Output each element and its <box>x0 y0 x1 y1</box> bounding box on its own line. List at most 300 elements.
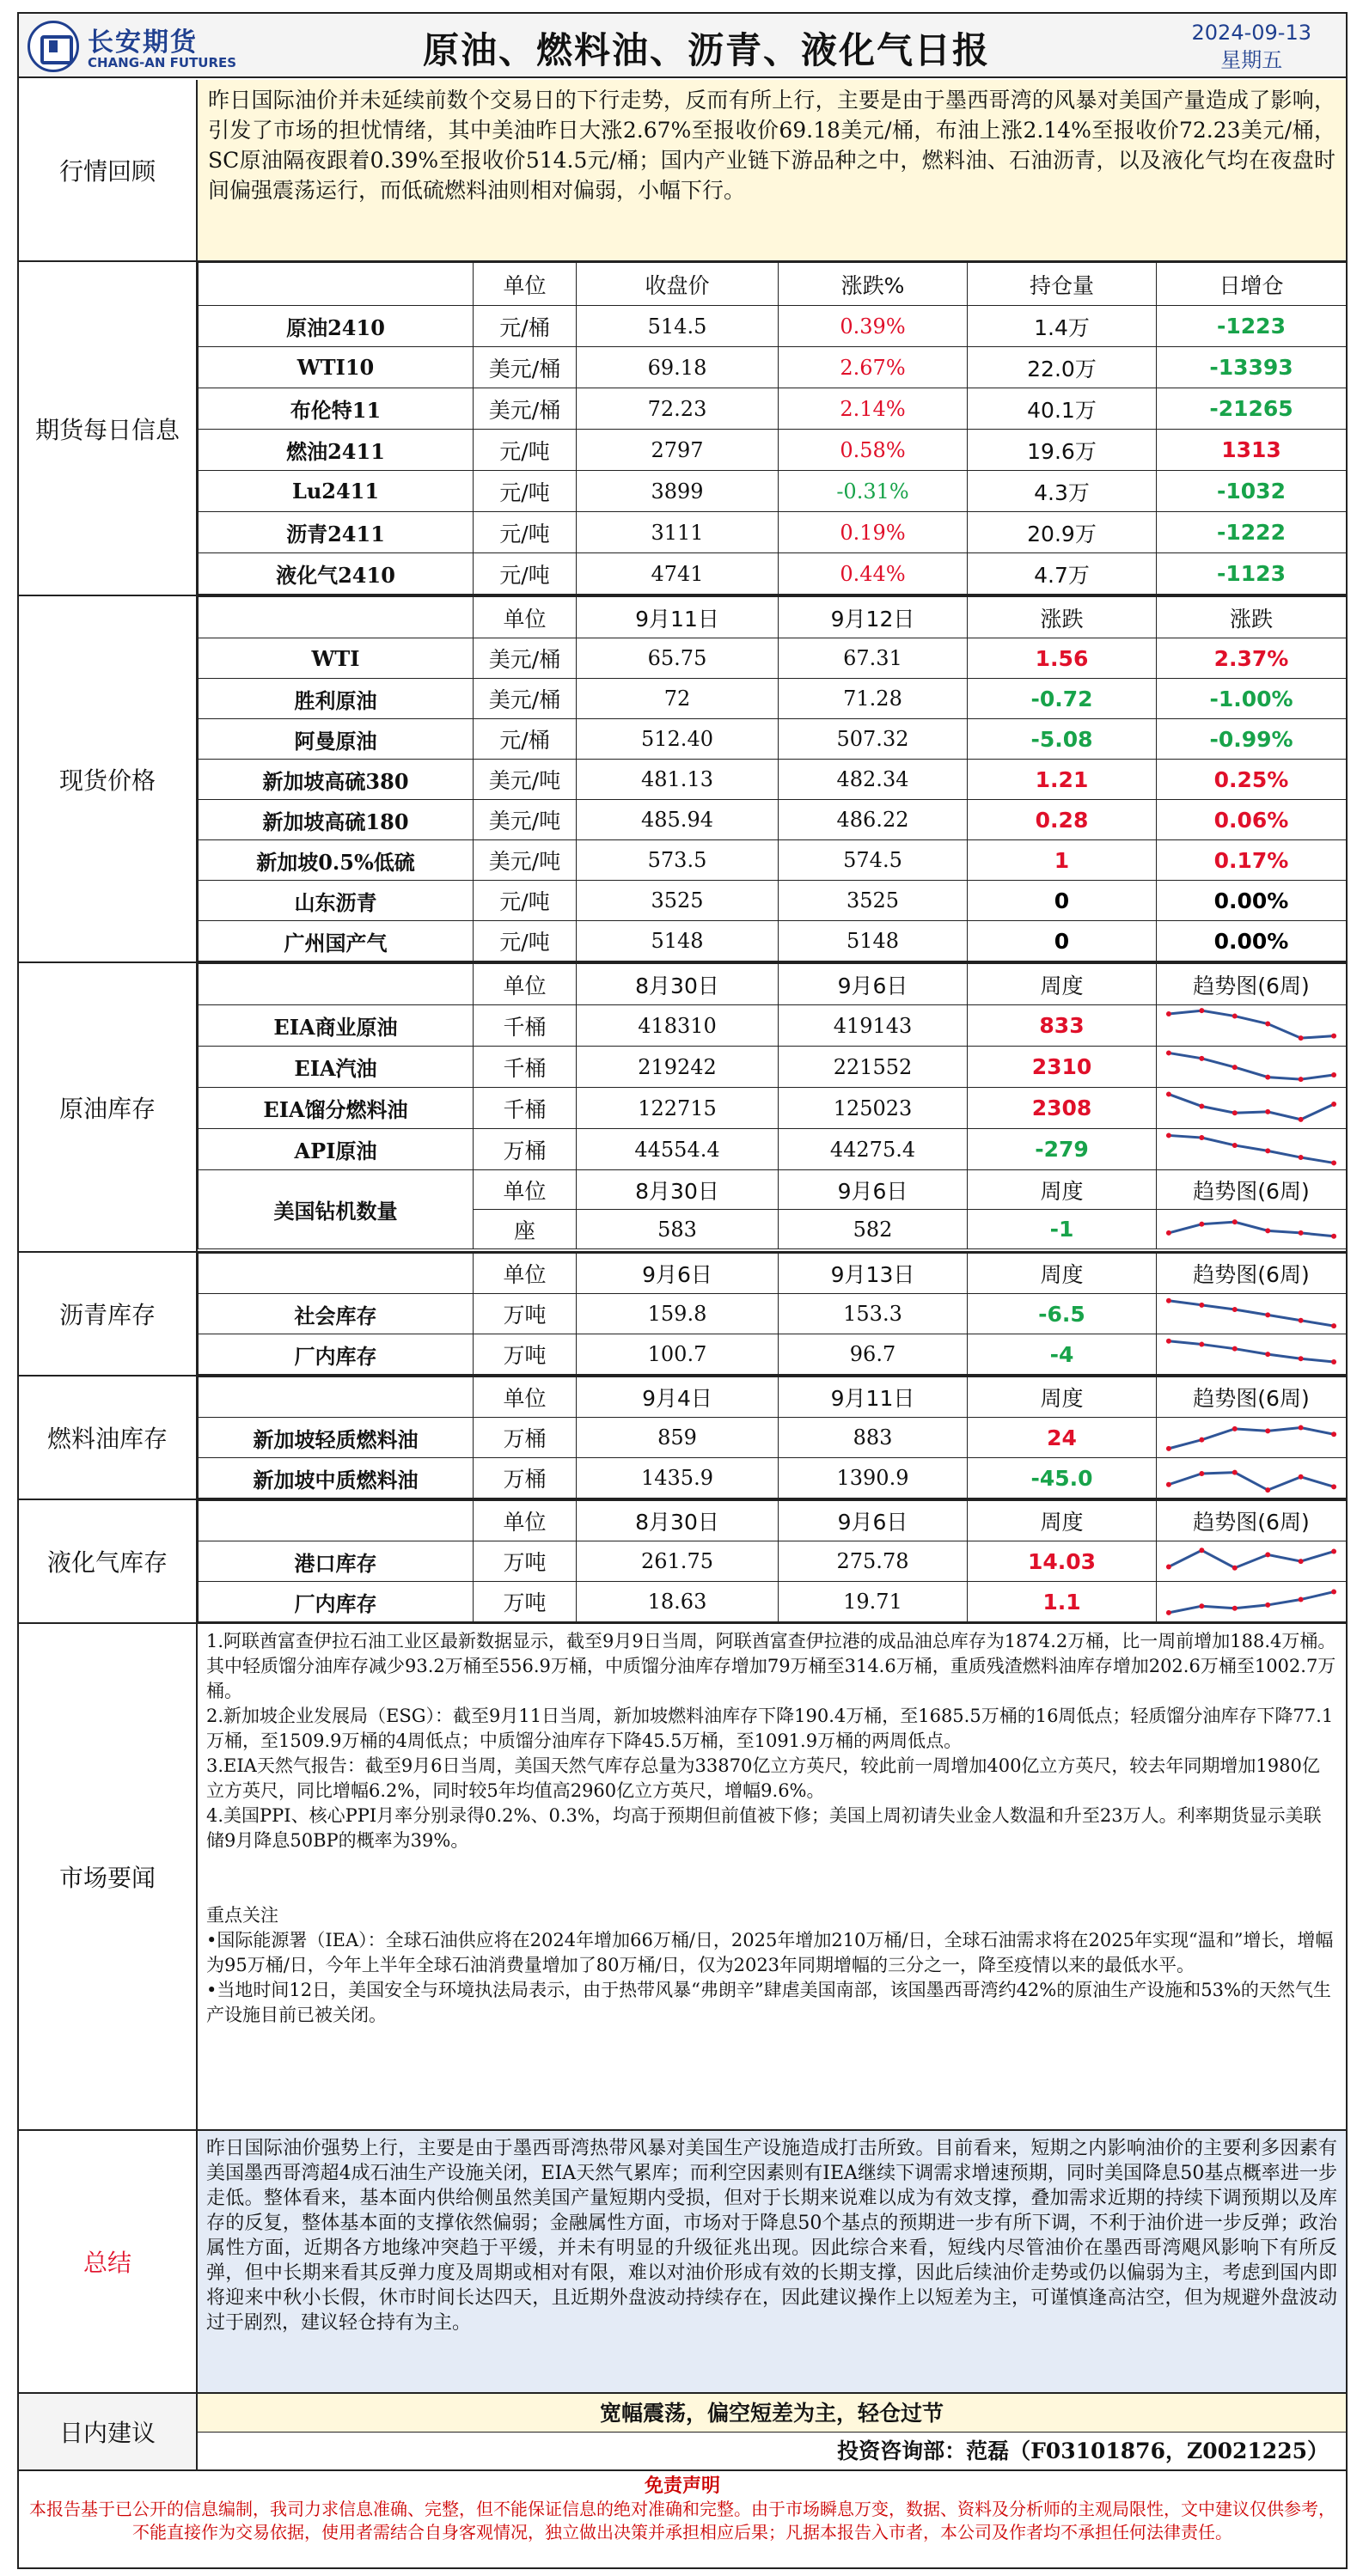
close-price: 2797 <box>577 430 779 471</box>
unit-cell: 元/吨 <box>474 553 577 595</box>
futures-row <box>199 430 1347 471</box>
unit-cell: 万吨 <box>474 1582 577 1622</box>
trend-point <box>1331 1549 1336 1554</box>
column-header: 8月30日 <box>577 1501 779 1541</box>
column-header: 趋势图(6周) <box>1157 1501 1347 1541</box>
trend-point <box>1166 1564 1171 1569</box>
weekly-change: 2308 <box>968 1088 1157 1129</box>
unit-cell: 元/吨 <box>474 471 577 512</box>
trend-point <box>1199 1438 1204 1443</box>
news-spacer <box>206 1853 1337 1903</box>
column-header: 单位 <box>474 263 577 306</box>
price-day1: 72 <box>577 679 779 719</box>
trend-cell <box>1157 1294 1347 1334</box>
change-pct: 2.67% <box>779 347 968 388</box>
inventory-name: 港口库存 <box>199 1541 474 1582</box>
daily-oi-change: 1313 <box>1157 430 1347 471</box>
close-price: 69.18 <box>577 347 779 388</box>
inventory-name: 厂内库存 <box>199 1334 474 1375</box>
unit-cell: 元/桶 <box>474 719 577 760</box>
lpg-inventory-table <box>198 1500 1347 1622</box>
inventory-curr: 125023 <box>779 1088 968 1129</box>
inventory-name: 厂内库存 <box>199 1582 474 1622</box>
open-interest: 1.4万 <box>968 306 1157 347</box>
trend-point <box>1166 1011 1171 1016</box>
crude-inventory-table <box>198 963 1347 1249</box>
price-day1: 65.75 <box>577 638 779 679</box>
trend-point <box>1232 1307 1238 1312</box>
price-change: -5.08 <box>968 719 1157 760</box>
column-header: 单位 <box>474 1170 577 1210</box>
column-header: 9月11日 <box>779 1377 968 1418</box>
disclaimer-title: 免责声明 <box>644 2475 720 2497</box>
inventory-row <box>199 1047 1347 1088</box>
trend-point <box>1299 1597 1304 1602</box>
change-pct: 0.19% <box>779 512 968 553</box>
trend-line <box>1169 1428 1334 1449</box>
weekly-change: 24 <box>968 1418 1157 1458</box>
price-change-pct: 0.25% <box>1157 760 1347 800</box>
price-day2: 482.34 <box>779 760 968 800</box>
price-day2: 3525 <box>779 881 968 921</box>
trend-point <box>1299 1077 1304 1082</box>
trend-point <box>1199 1103 1204 1108</box>
spot-row <box>199 881 1347 921</box>
trend-line <box>1169 1301 1334 1326</box>
column-header: 周度 <box>968 964 1157 1005</box>
trend-point <box>1166 1610 1171 1615</box>
trend-sparkline <box>1162 1419 1341 1456</box>
column-header: 8月30日 <box>577 964 779 1005</box>
trend-point <box>1166 1482 1171 1487</box>
trend-point <box>1199 1603 1204 1608</box>
review-label: 行情回顾 <box>19 80 198 260</box>
fuel-inventory-label: 燃料油库存 <box>19 1377 198 1499</box>
column-header: 周度 <box>968 1501 1157 1541</box>
price-day2: 574.5 <box>779 840 968 881</box>
news-item: 3.EIA天然气报告：截至9月6日当周，美国天然气库存总量为33870亿立方英尺，较此前一周增加400亿立方英尺，较去年同期增加1980亿立方英尺，同比增幅6.2%，同时较5年均值高2960亿立方英尺，增幅9.6%。 <box>206 1755 1320 1801</box>
contract-name: 液化气2410 <box>199 553 474 595</box>
trend-point <box>1232 1065 1238 1070</box>
trend-sparkline <box>1162 1335 1341 1373</box>
unit-cell: 千桶 <box>474 1047 577 1088</box>
inventory-name: 新加坡轻质燃料油 <box>199 1418 474 1458</box>
daily-oi-change: -1223 <box>1157 306 1347 347</box>
column-header <box>199 263 474 306</box>
trend-point <box>1265 1602 1270 1608</box>
trend-sparkline <box>1162 1542 1341 1580</box>
news-label: 市场要闻 <box>19 1624 198 2129</box>
price-day2: 486.22 <box>779 800 968 840</box>
trend-point <box>1166 1298 1171 1303</box>
daily-oi-change: -1222 <box>1157 512 1347 553</box>
inventory-curr: 419143 <box>779 1005 968 1047</box>
trend-point <box>1232 1219 1238 1224</box>
news-item: 4.美国PPI、核心PPI月率分别录得0.2%、0.3%，均高于预期但前值被下修；美国上周初请失业金人数温和升至23万人。利率期货显示美联储9月降息50BP的概率为39%。 <box>206 1805 1322 1851</box>
trend-point <box>1265 1487 1270 1492</box>
rig-curr: 582 <box>779 1210 968 1249</box>
trend-point <box>1331 1431 1336 1437</box>
column-header: 9月13日 <box>779 1254 968 1294</box>
futures-row <box>199 512 1347 553</box>
column-header: 涨跌% <box>779 263 968 306</box>
trend-point <box>1299 1425 1304 1431</box>
column-header: 9月12日 <box>779 597 968 638</box>
inventory-row <box>199 1334 1347 1375</box>
futures-row <box>199 347 1347 388</box>
focus-item: •当地时间12日，美国安全与环境执法局表示，由于热带风暴“弗朗辛”肆虐美国南部，该国墨西哥湾约42%的原油生产设施和53%的天然气生产设施目前已被关闭。 <box>206 1980 1331 2025</box>
inventory-curr: 44275.4 <box>779 1129 968 1170</box>
spot-name: 山东沥青 <box>199 881 474 921</box>
column-header <box>199 1254 474 1294</box>
contract-name: Lu2411 <box>199 471 474 512</box>
column-header: 周度 <box>968 1377 1157 1418</box>
header-row <box>199 263 1347 306</box>
column-header: 趋势图(6周) <box>1157 1254 1347 1294</box>
column-header: 收盘价 <box>577 263 779 306</box>
price-change-pct: -1.00% <box>1157 679 1347 719</box>
rig-header-row <box>199 1170 1347 1210</box>
inventory-prev: 859 <box>577 1418 779 1458</box>
price-change-pct: 0.06% <box>1157 800 1347 840</box>
trend-point <box>1232 1566 1238 1571</box>
close-price: 72.23 <box>577 388 779 430</box>
trend-point <box>1232 1346 1238 1352</box>
trend-sparkline <box>1162 1583 1341 1621</box>
trend-cell <box>1157 1458 1347 1499</box>
column-header: 日增仓 <box>1157 263 1347 306</box>
price-day1: 3525 <box>577 881 779 921</box>
logo-emblem-icon <box>28 21 79 72</box>
review-section <box>19 80 1346 262</box>
column-header: 趋势图(6周) <box>1157 964 1347 1005</box>
crude-inventory-section <box>19 963 1346 1253</box>
trend-point <box>1331 1072 1336 1077</box>
report-date: 2024-09-13 <box>1191 21 1311 45</box>
trend-point <box>1265 1428 1270 1433</box>
inventory-prev: 18.63 <box>577 1582 779 1622</box>
column-header: 9月11日 <box>577 597 779 638</box>
column-header <box>199 964 474 1005</box>
spot-row <box>199 760 1347 800</box>
unit-cell: 美元/吨 <box>474 840 577 881</box>
close-price: 3111 <box>577 512 779 553</box>
trend-line <box>1169 1592 1334 1613</box>
trend-point <box>1299 1318 1304 1323</box>
futures-row <box>199 471 1347 512</box>
change-pct: 0.44% <box>779 553 968 595</box>
column-header: 9月6日 <box>577 1254 779 1294</box>
price-day2: 5148 <box>779 921 968 961</box>
disclaimer-text: 本报告基于已公开的信息编制，我司力求信息准确、完整，但不能保证信息的绝对准确和完整。由于市场瞬息万变，数据、资料及分析师的主观局限性，文中建议仅供参考，不能直接作为交易依据，使用者需结合自身客观情况，独立做出决策并承担相应后果；凡据本报告入市者，本公司及作者均不承担任何法律责任。 <box>29 2499 1335 2542</box>
inventory-prev: 1435.9 <box>577 1458 779 1499</box>
price-change-pct: 0.17% <box>1157 840 1347 881</box>
unit-cell: 万吨 <box>474 1294 577 1334</box>
spot-row <box>199 921 1347 961</box>
price-change-pct: 0.00% <box>1157 881 1347 921</box>
trend-point <box>1166 1050 1171 1055</box>
summary-label: 总结 <box>19 2131 198 2392</box>
column-header: 单位 <box>474 597 577 638</box>
trend-point <box>1331 1484 1336 1489</box>
futures-row <box>199 306 1347 347</box>
contract-name: 布伦特11 <box>199 388 474 430</box>
inventory-prev: 261.75 <box>577 1541 779 1582</box>
open-interest: 19.6万 <box>968 430 1157 471</box>
weekly-change: 833 <box>968 1005 1157 1047</box>
summary-section <box>19 2131 1346 2394</box>
column-header: 单位 <box>474 1377 577 1418</box>
price-change-pct: 2.37% <box>1157 638 1347 679</box>
trend-sparkline <box>1162 1211 1341 1248</box>
spot-row <box>199 840 1347 881</box>
unit-cell: 万吨 <box>474 1541 577 1582</box>
column-header <box>199 1501 474 1541</box>
trend-point <box>1166 1132 1171 1138</box>
price-day1: 512.40 <box>577 719 779 760</box>
close-price: 4741 <box>577 553 779 595</box>
spot-row <box>199 800 1347 840</box>
column-header: 趋势图(6周) <box>1157 1170 1347 1210</box>
unit-cell: 美元/桶 <box>474 638 577 679</box>
trend-cell <box>1157 1334 1347 1375</box>
daily-oi-change: -21265 <box>1157 388 1347 430</box>
contact-info: 投资咨询部：范磊（F03101876，Z0021225） <box>837 2439 1329 2463</box>
header-row <box>199 597 1347 638</box>
futures-table <box>198 262 1347 595</box>
column-header: 周度 <box>968 1254 1157 1294</box>
column-header: 9月6日 <box>779 1170 968 1210</box>
price-change: 1.21 <box>968 760 1157 800</box>
price-change: 0 <box>968 881 1157 921</box>
lpg-inventory-label: 液化气库存 <box>19 1500 198 1622</box>
inventory-prev: 219242 <box>577 1047 779 1088</box>
trend-point <box>1199 1055 1204 1060</box>
report-page <box>17 12 1348 2569</box>
price-day1: 573.5 <box>577 840 779 881</box>
fuel-inventory-section <box>19 1377 1346 1500</box>
contract-name: 沥青2411 <box>199 512 474 553</box>
trend-point <box>1232 1013 1238 1018</box>
news-content <box>198 1624 1346 2129</box>
weekly-change: -279 <box>968 1129 1157 1170</box>
spot-name: 广州国产气 <box>199 921 474 961</box>
inventory-row <box>199 1088 1347 1129</box>
asphalt-inventory-table <box>198 1253 1347 1375</box>
close-price: 3899 <box>577 471 779 512</box>
price-day1: 485.94 <box>577 800 779 840</box>
trend-line <box>1169 1135 1334 1163</box>
price-change-pct: -0.99% <box>1157 719 1347 760</box>
trend-point <box>1265 1352 1270 1357</box>
weekly-change: -6.5 <box>968 1294 1157 1334</box>
trend-point <box>1199 1547 1204 1553</box>
unit-cell: 万桶 <box>474 1129 577 1170</box>
spot-name: 新加坡高硫180 <box>199 800 474 840</box>
trend-point <box>1232 1142 1238 1147</box>
focus-title: 重点关注 <box>206 1905 278 1926</box>
trend-point <box>1199 1008 1204 1013</box>
weekly-change: 1.1 <box>968 1582 1157 1622</box>
close-price: 514.5 <box>577 306 779 347</box>
change-pct: -0.31% <box>779 471 968 512</box>
price-change: 0 <box>968 921 1157 961</box>
trend-cell <box>1157 1418 1347 1458</box>
column-header: 9月6日 <box>779 964 968 1005</box>
column-header: 趋势图(6周) <box>1157 1377 1347 1418</box>
header-row <box>199 1377 1347 1418</box>
trend-point <box>1166 1339 1171 1344</box>
news-item: 1.阿联酋富查伊拉石油工业区最新数据显示，截至9月9日当周，阿联酋富查伊拉港的成品油总库存为1874.2万桶，比一周前增加188.4万桶。其中轻质馏分油库存减少93.2万桶至556.9万桶，中质馏分油库存增加79万桶至314.6万桶，重质残渣燃料油库存增加202.6万桶至1002.7万桶。 <box>206 1631 1336 1701</box>
price-change: 1 <box>968 840 1157 881</box>
news-section <box>19 1624 1346 2131</box>
inventory-curr: 153.3 <box>779 1294 968 1334</box>
spot-row <box>199 638 1347 679</box>
unit-cell: 万桶 <box>474 1458 577 1499</box>
trend-point <box>1232 1470 1238 1475</box>
trend-point <box>1166 1230 1171 1235</box>
trend-sparkline <box>1162 1295 1341 1333</box>
trend-point <box>1232 1110 1238 1115</box>
column-header: 单位 <box>474 1254 577 1294</box>
rig-count-name: 美国钻机数量 <box>199 1170 474 1249</box>
rig-prev: 583 <box>577 1210 779 1249</box>
trend-point <box>1232 1606 1238 1611</box>
open-interest: 20.9万 <box>968 512 1157 553</box>
inventory-row <box>199 1418 1347 1458</box>
inventory-curr: 96.7 <box>779 1334 968 1375</box>
asphalt-inventory-label: 沥青库存 <box>19 1253 198 1375</box>
trend-point <box>1299 1116 1304 1121</box>
weekly-change: 2310 <box>968 1047 1157 1088</box>
column-header: 持仓量 <box>968 263 1157 306</box>
column-header <box>199 1377 474 1418</box>
inventory-row <box>199 1582 1347 1622</box>
trend-point <box>1166 1091 1171 1096</box>
unit-cell: 美元/桶 <box>474 388 577 430</box>
inventory-prev: 122715 <box>577 1088 779 1129</box>
trend-point <box>1265 1108 1270 1114</box>
trend-cell <box>1157 1210 1347 1249</box>
daily-oi-change: -1032 <box>1157 471 1347 512</box>
trend-line <box>1169 1341 1334 1362</box>
review-text: 昨日国际油价并未延续前数个交易日的下行走势，反而有所上行，主要是由于墨西哥湾的风暴对美国产量造成了影响，引发了市场的担忧情绪，其中美油昨日大涨2.67%至报收价69.18美元/桶，布油上涨2.14%至报收价72.23美元/桶，SC原油隔夜跟着0.39%至报收价514.5元/桶；国内产业链下游品种之中，燃料油、石油沥青，以及液化气均在夜盘时间偏强震荡运行，而低硫燃料油则相对偏弱，小幅下行。 <box>208 88 1335 203</box>
trend-point <box>1265 1312 1270 1317</box>
inventory-prev: 418310 <box>577 1005 779 1047</box>
unit-cell: 元/吨 <box>474 430 577 471</box>
unit-cell: 万吨 <box>474 1334 577 1375</box>
price-change-pct: 0.00% <box>1157 921 1347 961</box>
spot-table <box>198 596 1347 961</box>
crude-inventory-label: 原油库存 <box>19 963 198 1251</box>
logo-cn-text: 长安期货 <box>88 27 198 58</box>
unit-cell: 千桶 <box>474 1088 577 1129</box>
header-row <box>199 964 1347 1005</box>
change-pct: 2.14% <box>779 388 968 430</box>
contract-name: 原油2410 <box>199 306 474 347</box>
daily-oi-change: -1123 <box>1157 553 1347 595</box>
trend-line <box>1169 1473 1334 1490</box>
futures-section <box>19 262 1346 596</box>
column-header: 单位 <box>474 964 577 1005</box>
trend-point <box>1331 1359 1336 1364</box>
inventory-row <box>199 1458 1347 1499</box>
asphalt-inventory-section <box>19 1253 1346 1377</box>
trend-point <box>1199 1303 1204 1308</box>
inventory-curr: 221552 <box>779 1047 968 1088</box>
report-title: 原油、燃料油、沥青、液化气日报 <box>422 29 990 71</box>
open-interest: 4.3万 <box>968 471 1157 512</box>
trend-point <box>1331 1033 1336 1038</box>
inventory-row <box>199 1294 1347 1334</box>
column-header: 涨跌 <box>1157 597 1347 638</box>
intraday-section <box>19 2394 1346 2471</box>
logo-en-text: CHANG-AN FUTURES <box>88 55 237 70</box>
open-interest: 4.7万 <box>968 553 1157 595</box>
spot-row <box>199 679 1347 719</box>
unit-cell: 美元/吨 <box>474 760 577 800</box>
unit-cell: 座 <box>474 1210 577 1249</box>
contract-name: WTI10 <box>199 347 474 388</box>
trend-point <box>1331 1233 1336 1238</box>
unit-cell: 元/吨 <box>474 881 577 921</box>
trend-point <box>1265 1552 1270 1557</box>
trend-point <box>1299 1356 1304 1361</box>
inventory-name: EIA馏分燃料油 <box>199 1088 474 1129</box>
daily-oi-change: -13393 <box>1157 347 1347 388</box>
inventory-name: 新加坡中质燃料油 <box>199 1458 474 1499</box>
trend-cell <box>1157 1541 1347 1582</box>
inventory-name: EIA汽油 <box>199 1047 474 1088</box>
trend-line <box>1169 1010 1334 1038</box>
trend-point <box>1331 1101 1336 1106</box>
trend-cell <box>1157 1582 1347 1622</box>
trend-point <box>1331 1590 1336 1595</box>
column-header: 8月30日 <box>577 1170 779 1210</box>
weekly-change: 14.03 <box>968 1541 1157 1582</box>
contract-name: 燃油2411 <box>199 430 474 471</box>
unit-cell: 美元/桶 <box>474 347 577 388</box>
trend-point <box>1299 1230 1304 1235</box>
price-change: -0.72 <box>968 679 1157 719</box>
inventory-prev: 100.7 <box>577 1334 779 1375</box>
trend-sparkline <box>1162 1007 1341 1045</box>
futures-row <box>199 388 1347 430</box>
column-header: 9月6日 <box>779 1501 968 1541</box>
trend-cell <box>1157 1088 1347 1129</box>
unit-cell: 万桶 <box>474 1418 577 1458</box>
trend-sparkline <box>1162 1090 1341 1127</box>
header-row <box>199 1254 1347 1294</box>
price-day2: 507.32 <box>779 719 968 760</box>
price-day2: 71.28 <box>779 679 968 719</box>
trend-cell <box>1157 1005 1347 1047</box>
column-header: 周度 <box>968 1170 1157 1210</box>
change-pct: 0.58% <box>779 430 968 471</box>
price-change: 1.56 <box>968 638 1157 679</box>
trend-point <box>1331 1323 1336 1328</box>
intraday-advice: 宽幅震荡，偏空短差为主，轻仓过节 <box>198 2394 1346 2433</box>
price-day1: 5148 <box>577 921 779 961</box>
inventory-curr: 1390.9 <box>779 1458 968 1499</box>
trend-line <box>1169 1053 1334 1079</box>
summary-text: 昨日国际油价强势上行，主要是由于墨西哥湾热带风暴对美国生产设施造成打击所致。目前看来，短期之内影响油价的主要利多因素有美国墨西哥湾超4成石油生产设施关闭，EIA天然气累库；而利空因素则有IEA继续下调需求增速预期，同时美国降息50基点概率进一步走低。整体看来，基本面内供给侧虽然美国产量短期内受损，但对于长期来说难以成为有效支撑，叠加需求近期的持续下调预期以及库存的反复，整体基本面的支撑依然偏弱；金融属性方面，市场对于降息50个基点的预期进一步有所下调，不利于油价进一步反弹；政治属性方面，近期各方地缘冲突趋于平缓，并未有明显的升级征兆出现。因此综合来看，短线内尽管油价在墨西哥湾飓风影响下有所反弹，但中长期来看其反弹力度及周期或相对有限，难以对油价形成有效的长期支撑，因此后续油价走势或仍以偏弱为主，考虑到国内即将迎来中秋小长假，休市时间长达四天，且近期外盘波动持续存在，因此建议操作上以短差为主，可谨慎逢高沽空，但为规避外盘波动过于剧烈，建议轻仓持有为主。 <box>206 2138 1337 2334</box>
inventory-row <box>199 1129 1347 1170</box>
change-pct: 0.39% <box>779 306 968 347</box>
inventory-curr: 19.71 <box>779 1582 968 1622</box>
spot-name: 阿曼原油 <box>199 719 474 760</box>
trend-point <box>1299 1474 1304 1480</box>
